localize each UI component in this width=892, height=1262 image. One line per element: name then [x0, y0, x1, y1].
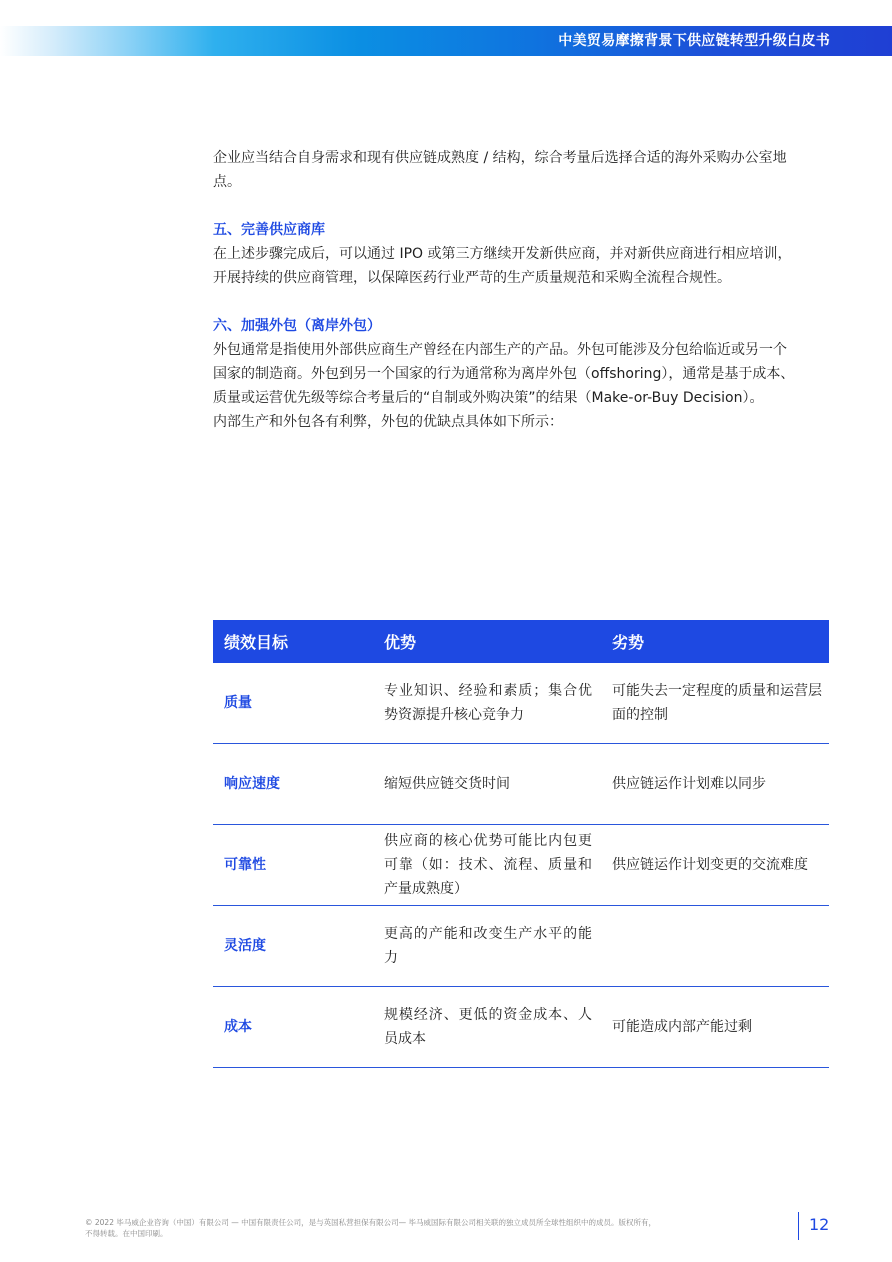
paragraph-supplier-base: 在上述步骤完成后，可以通过 IPO 或第三方继续开发新供应商，并对新供应商进行相应培训， 开展持续的供应商管理，以保障医药行业严苛的生产质量规范和采购全流程合规性。 [213, 246, 792, 286]
table-header-advantage: 优势 [384, 633, 417, 652]
cell-advantage: 更高的产能和改变生产水平的能力 [384, 926, 592, 966]
table-header-row [213, 620, 829, 663]
table-header-goal: 绩效目标 [224, 633, 289, 652]
table-row [213, 906, 829, 987]
cell-advantage: 供应商的核心优势可能比内包更可靠（如：技术、流程、质量和产量成熟度） [384, 833, 592, 897]
cell-disadvantage: 可能造成内部产能过剩 [612, 1019, 752, 1035]
cell-disadvantage: 可能失去一定程度的质量和运营层面的控制 [612, 683, 822, 723]
cell-advantage: 缩短供应链交货时间 [384, 776, 510, 792]
header-banner [0, 26, 892, 56]
cell-disadvantage: 供应链运作计划变更的交流难度 [612, 857, 808, 873]
cell-goal: 成本 [224, 1019, 252, 1035]
paragraph-overseas-office: 企业应当结合自身需求和现有供应链成熟度 / 结构，综合考量后选择合适的海外采购办公室地 点。 [213, 150, 787, 190]
cell-goal: 响应速度 [224, 776, 280, 792]
table-row [213, 987, 829, 1068]
paragraph-outsourcing: 外包通常是指使用外部供应商生产曾经在内部生产的产品。外包可能涉及分包给临近或另一个 国家的制造商。外包到另一个国家的行为通常称为离岸外包（offshoring），通常是基于成本、 质量或运营优先级等综合考量后的“自制或外购决策”的结果（Make-or-Buy Decision）。 内部生产和外包各有利弊，外包的优缺点具体如下所示： [213, 342, 795, 430]
table-header-disadvantage: 劣势 [612, 633, 645, 652]
cell-advantage: 规模经济、更低的资金成本、人员成本 [384, 1007, 592, 1047]
table-row [213, 825, 829, 906]
page-number: 12 [809, 1215, 830, 1234]
outsourcing-pros-cons-table [213, 620, 829, 1068]
cell-goal: 质量 [224, 695, 252, 711]
cell-disadvantage: 供应链运作计划难以同步 [612, 776, 766, 792]
section-heading-outsourcing: 六、加强外包（离岸外包） [213, 318, 381, 334]
footer-divider [798, 1212, 799, 1240]
cell-goal: 灵活度 [224, 938, 266, 954]
section-heading-supplier-base: 五、完善供应商库 [213, 222, 325, 238]
table-row [213, 744, 829, 825]
cell-advantage: 专业知识、经验和素质；集合优势资源提升核心竞争力 [384, 683, 592, 723]
table-row [213, 663, 829, 744]
cell-goal: 可靠性 [224, 857, 266, 873]
footer-copyright: © 2022 毕马威企业咨询（中国）有限公司 — 中国有限责任公司，是与英国私营担保有限公司— 毕马威国际有限公司相关联的独立成员所全球性组织中的成员。版权所有， 不得转载。在中国印刷。 [85, 1218, 657, 1238]
document-title: 中美贸易摩擦背景下供应链转型升级白皮书 [558, 33, 830, 49]
